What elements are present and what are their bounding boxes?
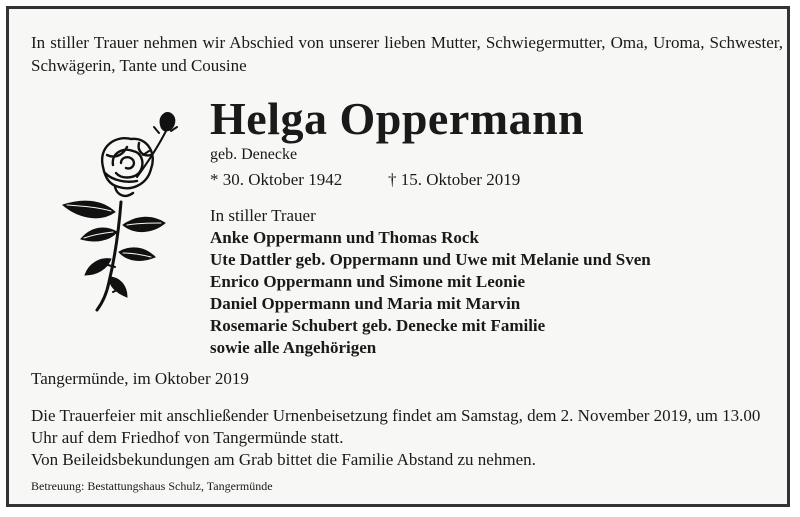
service-info: [31, 405, 783, 471]
place-and-date: Tangermünde, im Oktober 2019: [31, 369, 249, 388]
death-date: † 15. Oktober 2019: [388, 170, 521, 189]
funeral-service-text: Die Trauerfeier mit anschließender Urnenbeisetzung findet am Samstag, dem 2. November 2019, um 13.00 Uhr auf dem Friedhof von Tangermünde statt.: [31, 406, 761, 447]
mourner-line: Daniel Oppermann und Maria mit Marvin: [210, 294, 521, 313]
funeral-home-credit: Betreuung: Bestattungshaus Schulz, Tangermünde: [31, 479, 273, 493]
obituary-notice: [6, 6, 790, 507]
rose-icon: [53, 107, 193, 312]
condolence-note: Von Beileidsbekundungen am Grab bittet die Familie Abstand zu nehmen.: [31, 450, 536, 469]
birth-date: * 30. Oktober 1942: [210, 170, 343, 189]
mourner-line: sowie alle Angehörigen: [210, 338, 377, 357]
life-dates: [210, 169, 521, 191]
mourners-block: [210, 205, 651, 359]
intro-text: In stiller Trauer nehmen wir Abschied von unserer lieben Mutter, Schwiegermutter, Oma, Uroma, Schwester, Schwägerin, Tante und Cousine: [31, 33, 783, 75]
mourner-line: Ute Dattler geb. Oppermann und Uwe mit Melanie und Sven: [210, 250, 651, 269]
mourner-line: Anke Oppermann und Thomas Rock: [210, 228, 479, 247]
mourner-line: Enrico Oppermann und Simone mit Leonie: [210, 272, 526, 291]
mourner-line: Rosemarie Schubert geb. Denecke mit Familie: [210, 316, 546, 335]
deceased-name: Helga Oppermann: [210, 93, 585, 144]
maiden-name: geb. Denecke: [210, 146, 298, 163]
mourning-heading: In stiller Trauer: [210, 206, 316, 225]
